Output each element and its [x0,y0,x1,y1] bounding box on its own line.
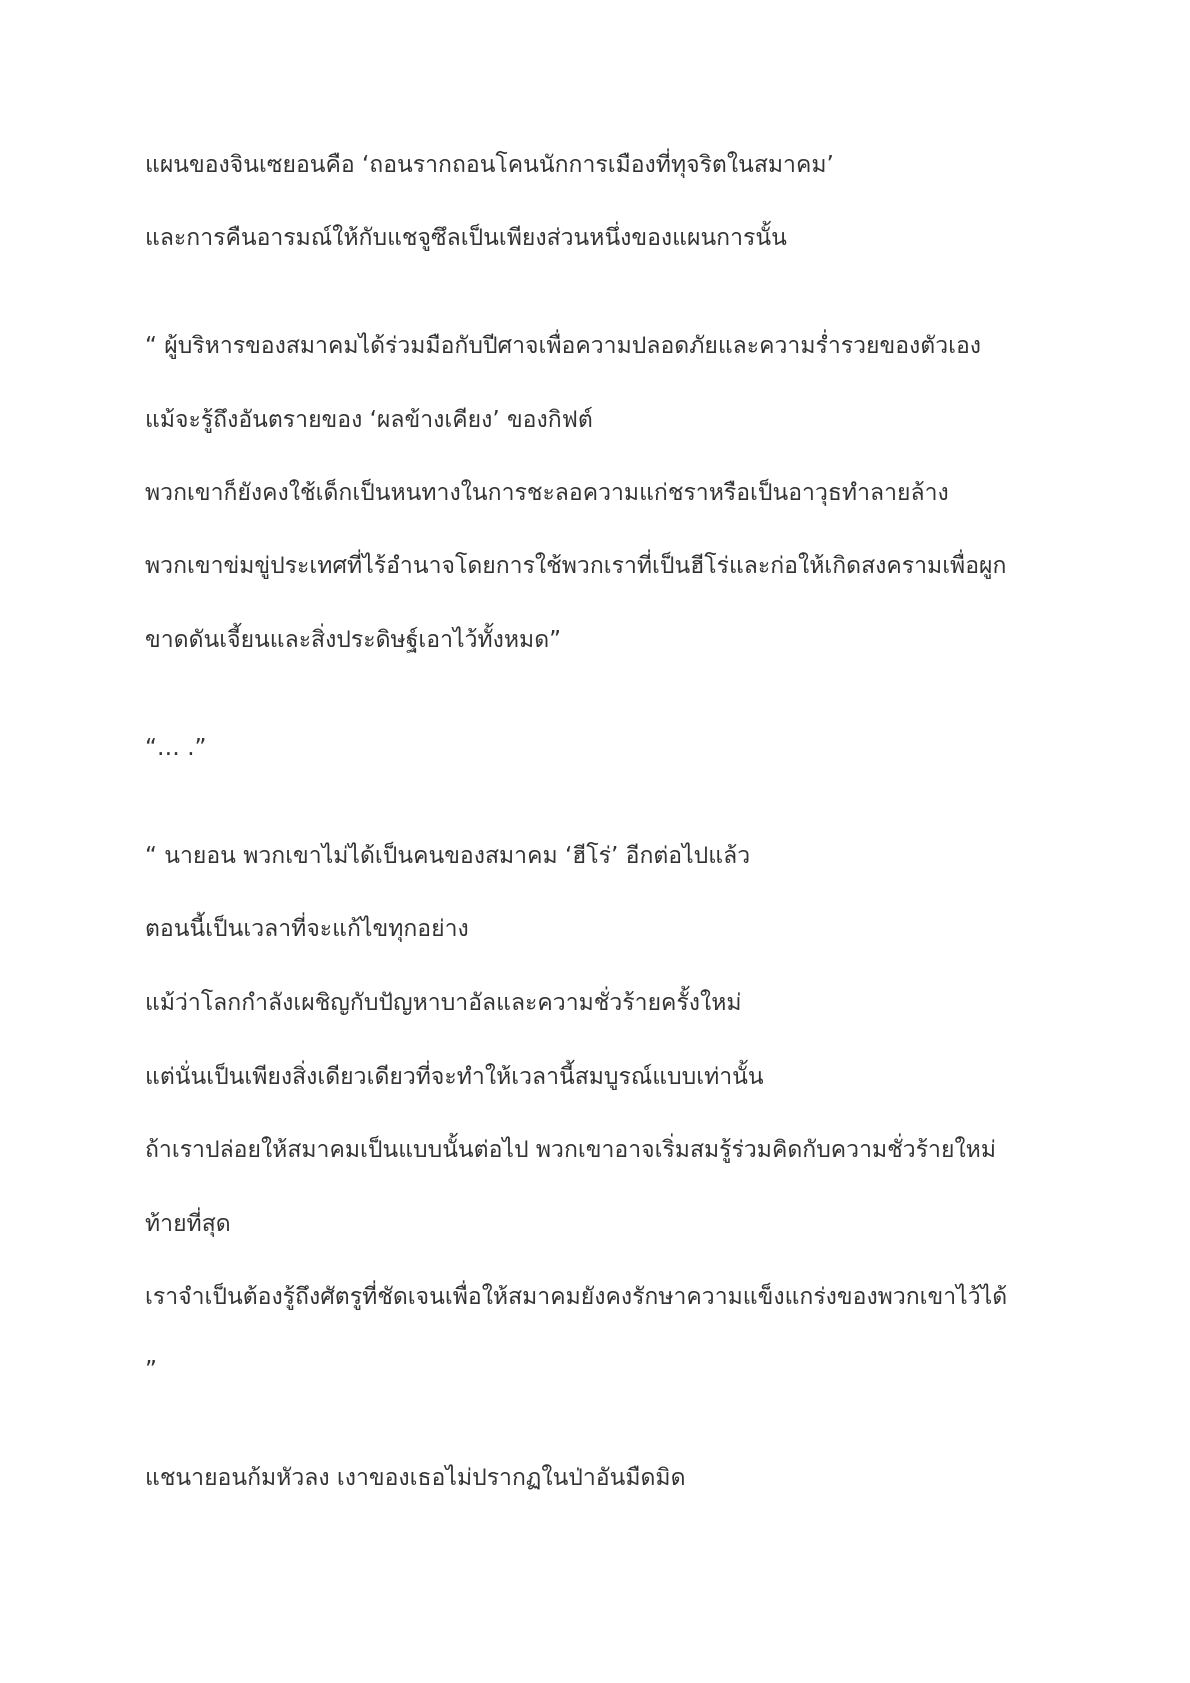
text-line: ” [145,1357,157,1383]
text-line: ถ้าเราปล่อยให้สมาคมเป็นแบบนั้นต่อไป พวกเขาอาจเริ่มสมรู้ร่วมคิดกับความชั่วร้ายใหม่ [145,1137,996,1163]
text-line: และการคืนอารมณ์ให้กับแชจูซึลเป็นเพียงส่วนหนึ่งของแผนการนั้น [145,225,787,251]
text-line: แม้ว่าโลกกำลังเผชิญกับปัญหาบาอัลและความชั่วร้ายครั้งใหม่ [145,990,742,1016]
text-line: ท้ายที่สุด [145,1211,231,1237]
text-line: พวกเขาข่มขู่ประเทศที่ไร้อำนาจโดยการใช้พวกเราที่เป็นฮีโร่และก่อให้เกิดสงครามเพื่อผูก [145,553,1007,579]
text-line: ขาดดันเจี้ยนและสิ่งประดิษฐ์เอาไว้ทั้งหมด” [145,627,562,653]
text-line: เราจำเป็นต้องรู้ถึงศัตรูที่ชัดเจนเพื่อให้สมาคมยังคงรักษาความแข็งแกร่งของพวกเขาไว้ได้ [145,1284,1008,1310]
text-line: “… .” [145,735,207,761]
text-line: ตอนนี้เป็นเวลาที่จะแก้ไขทุกอย่าง [145,916,469,942]
text-line: แต่นั่นเป็นเพียงสิ่งเดียวเดียวที่จะทำให้เวลานี้สมบูรณ์แบบเท่านั้น [145,1064,764,1090]
text-line: แชนายอนก้มหัวลง เงาของเธอไม่ปรากฏในป่าอันมืดมิด [145,1465,686,1491]
text-line: แม้จะรู้ถึงอันตรายของ ‘ผลข้างเคียง’ ของกิฟต์ [145,407,593,433]
text-line: “ นายอน พวกเขาไม่ได้เป็นคนของสมาคม ‘ฮีโร่’ อีกต่อไปแล้ว [145,843,751,869]
text-line: แผนของจินเซยอนคือ ‘ถอนรากถอนโคนนักการเมืองที่ทุจริตในสมาคม’ [145,152,834,178]
text-line: “ ผู้บริหารของสมาคมได้ร่วมมือกับปีศาจเพื่อความปลอดภัยและความร่ำรวยของตัวเอง [145,333,982,359]
text-line: พวกเขาก็ยังคงใช้เด็กเป็นหนทางในการชะลอความแก่ชราหรือเป็นอาวุธทำลายล้าง [145,480,949,506]
